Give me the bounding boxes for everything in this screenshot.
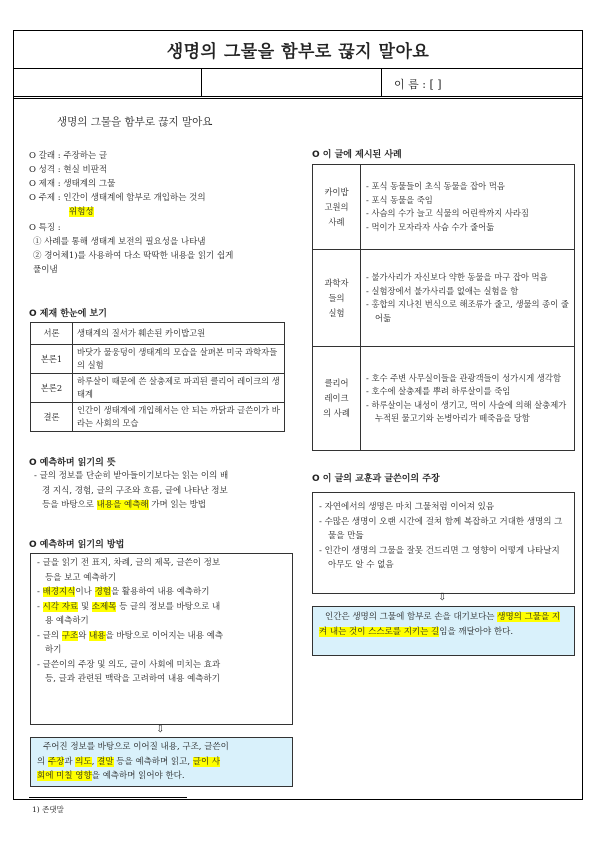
meta-genre: O 갈래 : 주장하는 글 xyxy=(29,151,108,161)
cases-table xyxy=(312,164,575,451)
meta-subject: O 제재 : 생태계의 그물 xyxy=(29,179,116,189)
structure-label: 본론2 xyxy=(31,374,73,403)
structure-text: 하루살이 때문에 쓴 살충제로 파괴된 클리어 레이크의 생태계 xyxy=(73,374,285,403)
feature-1: ① 사례를 통해 생태계 보전의 필요성을 나타냄 xyxy=(33,237,206,247)
feature-2-cont: 풀이냄 xyxy=(33,265,58,275)
structure-text: 생태계의 질서가 훼손된 카이밥고원 xyxy=(73,323,285,345)
structure-label: 서론 xyxy=(31,323,73,345)
down-arrow-icon: ⇩ xyxy=(438,592,447,603)
footnote-rule xyxy=(29,797,187,798)
structure-text: 인간이 생태계에 개입해서는 안 되는 까닭과 글쓴이가 바라는 사회의 모습 xyxy=(73,403,285,432)
footnote: 1) 존댓말 xyxy=(32,805,64,814)
case-label: 과학자 들의 실험 xyxy=(313,250,361,347)
doc-heading: 생명의 그물을 함부로 끊지 말아요 xyxy=(57,116,213,128)
info-row xyxy=(14,69,582,99)
structure-label: 본론1 xyxy=(31,345,73,374)
structure-table xyxy=(30,322,285,432)
case-items: - 호수 주변 사무실이들을 관광객들이 성가시게 생각함 - 호수에 살충제를 뿌려 하루살이를 죽임 - 하루살이는 내성이 생기고, 먹이 사슬에 의해 살충제가 누적된 물고기와 논병아리가 떼죽음을 당함 xyxy=(361,347,575,451)
method-box: - 글을 읽기 전 표지, 차례, 글의 제목, 글쓴이 정보 등을 보고 예측하기 - 배경지식이나 경험을 활용하여 내용 예측하기 - 시각 자료 및 소제목 등 글의 정보를 바탕으로 내 용 예측하기 - 글의 구조와 내용을 바탕으로 이어지는 내용 예측 하기 - 글쓴이의 주장 및 의도, 글이 사회에 미치는 효과 등, 글과 관련된 맥락을 고려하여 내용 예측하기 xyxy=(30,553,293,725)
case-label: 클리어 레이크 의 사례 xyxy=(313,347,361,451)
worksheet-frame xyxy=(13,30,583,814)
lesson-box: - 자연에서의 생명은 마치 그물처럼 이어져 있음 - 수많은 생명이 오랜 시간에 걸쳐 함께 복잡하고 거대한 생명의 그물을 만듦 - 인간이 생명의 그물을 잘못 건드리면 그 영향이 어떻게 나타날지 아무도 알 수 없음 xyxy=(312,492,575,594)
conclusion-highlight: 생명의 그물을 지켜 내는 것이 스스로를 지키는 길 xyxy=(319,612,561,637)
cases-title: O 이 글에 제시된 사례 xyxy=(312,150,402,160)
feature-2: ② 경어체1)를 사용하여 다소 딱딱한 내용을 읽기 쉽게 xyxy=(33,251,234,261)
summary-box: 주어진 정보를 바탕으로 이어질 내용, 구조, 글쓴이 의 주장과 의도, 결말 등을 예측하며 읽고, 글이 사 회에 미칠 영향을 예측하며 읽어야 한다. xyxy=(30,737,293,787)
theme-highlight: 위험성 xyxy=(69,207,94,217)
conclusion-box: 인간은 생명의 그물에 함부로 손을 대기보다는 생명의 그물을 지켜 내는 것이 스스로를 지키는 길임을 깨달아야 한다. xyxy=(312,606,575,656)
meta-character: O 성격 : 현실 비판적 xyxy=(29,165,108,175)
case-label: 카이밥 고원의 사례 xyxy=(313,165,361,250)
structure-title: O 제재 한눈에 보기 xyxy=(29,309,107,319)
worksheet-title: 생명의 그물을 함부로 끊지 말아요 xyxy=(14,31,582,69)
case-items: - 불가사리가 자신보다 약한 동물을 마구 잡아 먹음 - 실험장에서 불가사리를 없애는 실험을 함 - 홍합의 지나친 번식으로 해조류가 줄고, 생물의 종이 줄어듦 xyxy=(361,250,575,347)
blank-cell-1 xyxy=(14,69,202,96)
blank-cell-2 xyxy=(202,69,382,96)
features-label: O 특징 : xyxy=(29,223,61,233)
name-field[interactable]: 이 름 : [ ] xyxy=(394,78,442,91)
down-arrow-icon: ⇩ xyxy=(156,724,165,735)
structure-text: 바닷가 물웅덩이 생태계의 모습을 살펴본 미국 과학자들의 실험 xyxy=(73,345,285,374)
meta-theme: O 주제 : 인간이 생태계에 함부로 개입하는 것의 xyxy=(29,193,206,203)
structure-label: 결론 xyxy=(31,403,73,432)
predict-meaning-title: O 예측하며 읽기의 뜻 xyxy=(29,458,116,468)
lesson-title: O 이 글의 교훈과 글쓴이의 주장 xyxy=(312,474,440,484)
predict-highlight: 내용을 예측해 xyxy=(96,500,149,510)
predict-method-title: O 예측하며 읽기의 방법 xyxy=(29,540,125,550)
case-items: - 포식 동물들이 초식 동물을 잡아 먹음 - 포식 동물을 죽임 - 사슴의 수가 늘고 식물의 어린싹까지 사라짐 - 먹이가 모자라자 사슴 수가 줄어듦 xyxy=(361,165,575,250)
predict-meaning-text: - 글의 정보를 단순히 받아들이기보다는 읽는 이의 배 경 지식, 경험, 글의 구조와 흐름, 글에 나타난 정보 등을 바탕으로 내용을 예측해 가며 읽는 방법 xyxy=(34,471,229,510)
